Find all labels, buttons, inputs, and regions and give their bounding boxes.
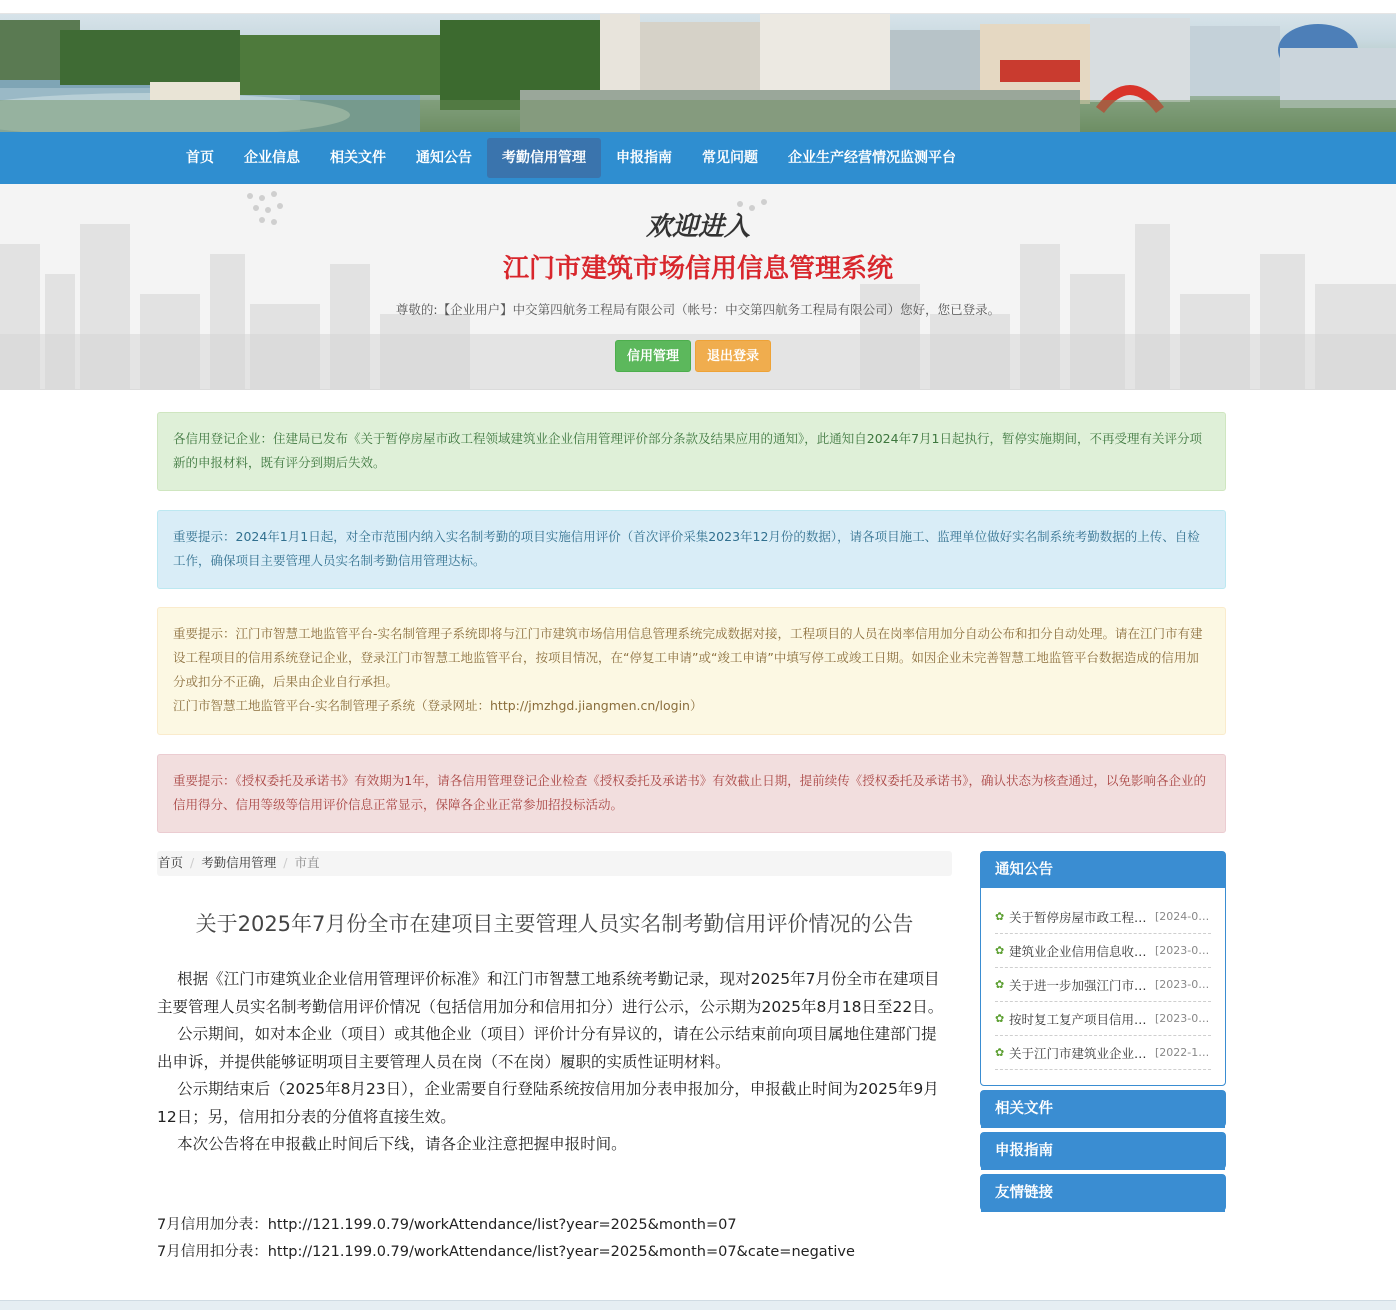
article-paragraph: 公示期结束后（2025年8月23日），企业需要自行登陆系统按信用加分表申报加分，申报截止时间为2025年9月12日；另，信用扣分表的分值将直接生效。 xyxy=(157,1080,939,1126)
sprout-icon: ✿ xyxy=(995,944,1005,957)
breadcrumb-section[interactable]: 考勤信用管理 xyxy=(201,855,277,870)
sprout-icon: ✿ xyxy=(995,1046,1005,1059)
alert-success-text: 各信用登记企业：住建局已发布《关于暂停房屋市政工程领域建筑业企业信用管理评价部分条款及结果应用的通知》，此通知自2024年7月1日起执行，暂停实施期间，不再受理有关评分项新的申报材料，既有评分到期后失效。 xyxy=(173,431,1202,470)
article-links xyxy=(157,1212,952,1266)
nav-monitoring-platform[interactable]: 企业生产经营情况监测平台 xyxy=(788,150,956,166)
guide-title[interactable]: 申报指南 xyxy=(981,1133,1225,1170)
main-nav xyxy=(0,132,1396,184)
breadcrumb-separator: / xyxy=(190,855,195,870)
footer-edge xyxy=(0,1300,1396,1310)
notice-item[interactable] xyxy=(995,1036,1211,1070)
breadcrumb-separator: / xyxy=(283,855,288,870)
breadcrumb-home[interactable]: 首页 xyxy=(158,855,184,870)
notice-item-title[interactable]: 按时复工复产项目信用… xyxy=(1009,1011,1147,1027)
alert-warning-text: 重要提示：江门市智慧工地监管平台-实名制管理子系统即将与江门市建筑市场信用信息管理系统完成数据对接，工程项目的人员在岗率信用加分自动公布和扣分自动处理。请在江门市有建设工程项目的信用系统登记企业，登录江门市智慧工地监管平台，按项目情况，在“停复工申请”或“竣工申请”中填写停工或竣工日期。如因企业未完善智慧工地监管平台数据造成的信用加分或扣分不正确，后果由企业自行承担。 xyxy=(173,626,1203,689)
browser-top-strip xyxy=(0,0,1396,14)
related-docs-panel[interactable] xyxy=(980,1090,1226,1127)
breadcrumb-current: 市直 xyxy=(294,855,320,870)
alert-warning-link[interactable]: 江门市智慧工地监管平台-实名制管理子系统（登录网址：http://jmzhgd.jiangmen.cn/login） xyxy=(173,698,703,713)
nav-notices[interactable]: 通知公告 xyxy=(416,150,472,166)
nav-related-docs[interactable]: 相关文件 xyxy=(330,150,386,166)
notice-item-date: [2023-0… xyxy=(1155,978,1210,991)
notice-item-date: [2023-0… xyxy=(1155,1012,1210,1025)
notice-item-title[interactable]: 建筑业企业信用信息收… xyxy=(1009,943,1147,959)
nav-attendance-credit[interactable]: 考勤信用管理 xyxy=(487,138,601,178)
user-greeting: 尊敬的:【企业用户】中交第四航务工程局有限公司（帐号：中交第四航务工程局有限公司）您好，您已登录。 xyxy=(395,302,1001,317)
alert-danger-text: 重要提示：《授权委托及承诺书》有效期为1年，请各信用管理登记企业检查《授权委托及承诺书》有效截止日期，提前续传《授权委托及承诺书》，确认状态为核查通过，以免影响各企业的信用得分、信用等级等信用评价信息正常显示，保障各企业正常参加招投标活动。 xyxy=(173,773,1206,812)
notice-item-title[interactable]: 关于进一步加强江门市… xyxy=(1009,977,1147,993)
friend-links-panel[interactable] xyxy=(980,1174,1226,1211)
deduction-table-link[interactable]: 7月信用扣分表：http://121.199.0.79/workAttendance/list?year=2025&month=07&cate=negative xyxy=(157,1244,855,1260)
notice-item-title[interactable]: 关于江门市建筑业企业… xyxy=(1009,1045,1147,1061)
notice-item[interactable] xyxy=(995,1002,1211,1036)
alert-attendance-notice xyxy=(157,510,1226,589)
nav-company-info[interactable]: 企业信息 xyxy=(244,150,300,166)
notice-item-date: [2022-1… xyxy=(1155,1046,1210,1059)
article-paragraph: 根据《江门市建筑业企业信用管理评价标准》和江门市智慧工地系统考勤记录，现对2025年7月份全市在建项目主要管理人员实名制考勤信用评价情况（包括信用加分和信用扣分）进行公示，公示期为2025年8月18日至22日。 xyxy=(157,970,944,1016)
logout-button[interactable]: 退出登录 xyxy=(695,340,771,372)
welcome-heading: 欢迎进入 xyxy=(645,212,750,242)
article-paragraph: 公示期间，如对本企业（项目）或其他企业（项目）评价计分有异议的，请在公示结束前向项目属地住建部门提出申诉，并提供能够证明项目主要管理人员在岗（不在岗）履职的实质性证明材料。 xyxy=(157,1025,937,1071)
notice-item-title[interactable]: 关于暂停房屋市政工程… xyxy=(1009,909,1147,925)
notice-item[interactable] xyxy=(995,934,1211,968)
alert-authorization-notice xyxy=(157,754,1226,833)
breadcrumb xyxy=(157,851,952,876)
sprout-icon: ✿ xyxy=(995,1012,1005,1025)
alert-platform-notice xyxy=(157,607,1226,735)
system-title: 江门市建筑市场信用信息管理系统 xyxy=(502,254,893,284)
article-title: 关于2025年7月份全市在建项目主要管理人员实名制考勤信用评价情况的公告 xyxy=(195,912,914,936)
banner-image xyxy=(0,0,1396,132)
welcome-hero xyxy=(0,184,1396,390)
friend-links-title[interactable]: 友情链接 xyxy=(981,1175,1225,1212)
article-body xyxy=(157,966,952,1159)
related-docs-title[interactable]: 相关文件 xyxy=(981,1091,1225,1128)
nav-home[interactable]: 首页 xyxy=(186,150,214,166)
notice-panel-title[interactable]: 通知公告 xyxy=(981,852,1225,888)
bonus-table-link[interactable]: 7月信用加分表：http://121.199.0.79/workAttendance/list?year=2025&month=07 xyxy=(157,1217,737,1233)
article-paragraph: 本次公告将在申报截止时间后下线，请各企业注意把握申报时间。 xyxy=(177,1135,627,1153)
sprout-icon: ✿ xyxy=(995,910,1005,923)
nav-faq[interactable]: 常见问题 xyxy=(702,150,758,166)
alert-info-text: 重要提示：2024年1月1日起，对全市范围内纳入实名制考勤的项目实施信用评价（首次评价采集2023年12月份的数据），请各项目施工、监理单位做好实名制系统考勤数据的上传、自检工作，确保项目主要管理人员实名制考勤信用管理达标。 xyxy=(173,529,1200,568)
city-skyline-illustration xyxy=(0,0,1396,132)
notice-item-date: [2024-0… xyxy=(1155,910,1210,923)
notice-panel xyxy=(980,851,1226,1086)
credit-management-button[interactable]: 信用管理 xyxy=(615,340,691,372)
notice-item[interactable] xyxy=(995,968,1211,1002)
alert-suspension-notice xyxy=(157,412,1226,491)
notice-item-date: [2023-0… xyxy=(1155,944,1210,957)
guide-panel[interactable] xyxy=(980,1132,1226,1169)
notice-item[interactable] xyxy=(995,900,1211,934)
sprout-icon: ✿ xyxy=(995,978,1005,991)
nav-guide[interactable]: 申报指南 xyxy=(616,150,672,166)
